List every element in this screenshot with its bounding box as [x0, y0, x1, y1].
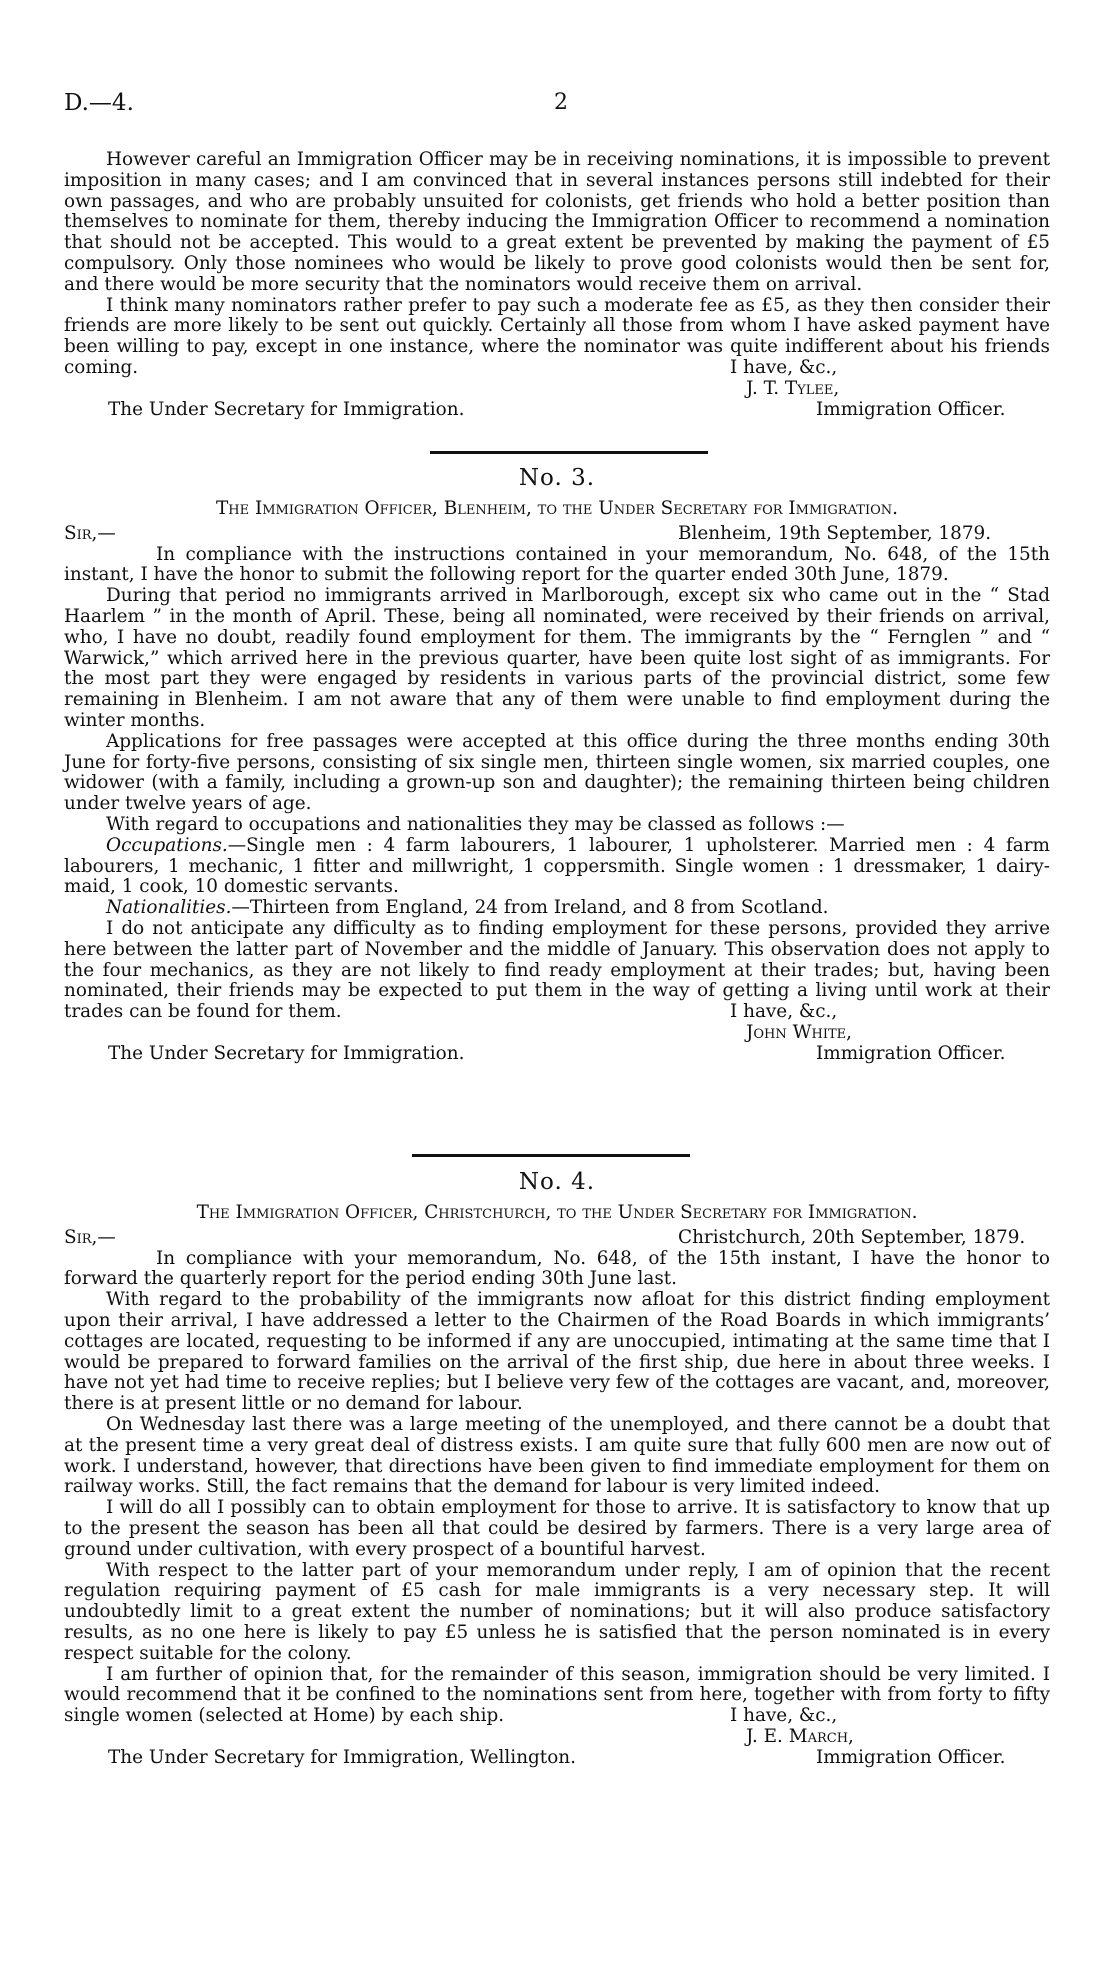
closing-formula: I have, &c.,: [730, 1001, 838, 1023]
letter-continuation: [64, 150, 1050, 422]
letter-no4: [64, 1166, 1050, 1770]
page-header: [64, 90, 1050, 122]
occupations-paragraph: [64, 836, 1050, 898]
paragraph: On Wednesday last there was a large meeting of the unemployed, and there cannot be a doubt that at the present time a very great deal of distress exists. I am quite sure that fully 600 men are now out of work. I understand, however, that directions have been given to find immediate employment for them on railway works. Still, the fact remains that the demand for labour is very limited indeed.: [64, 1413, 1050, 1498]
addressee: The Under Secretary for Immigration.: [108, 398, 465, 420]
paragraph: [64, 919, 1050, 1023]
signer-name: J. E. March,: [746, 1725, 854, 1747]
section-divider: [430, 451, 708, 454]
page-number: 2: [554, 90, 568, 115]
section-subtitle: The Immigration Officer, Christchurch, to the Under Secretary for Immigration.: [196, 1201, 918, 1223]
section-title: No. 3.: [518, 465, 596, 491]
salutation-row: [64, 524, 1050, 545]
salutation-row: [64, 1228, 1050, 1249]
salutation: Sir,—: [64, 522, 116, 544]
signer-role: Immigration Officer.: [816, 1746, 1006, 1768]
paragraph: In compliance with the instructions contained in your memorandum, No. 648, of the 15th instant, I have the honor to submit the following report for the quarter ended 30th June, 1879.: [64, 543, 1050, 586]
closing-formula: I have, &c.,: [730, 356, 838, 378]
paragraph: In compliance with your memorandum, No. 648, of the 15th instant, I have the honor to forward the quarterly report for the period ending 30th June last.: [64, 1247, 1050, 1290]
signer-role: Immigration Officer.: [816, 398, 1006, 420]
document-code: D.—4.: [64, 90, 134, 116]
paragraph: [64, 1665, 1050, 1727]
paragraph: With regard to the probability of the immigrants now afloat for this district finding employment upon their arrival, I have addressed a letter to the Chairmen of the Road Boards in which immigrants’ cottages are located, requesting to be informed if any are unoccupied, intimating at the same time that I would be prepared to forward families on the arrival of the first ship, due here in about three weeks. I have not yet had time to receive replies; but I believe very few of the cottages are vacant, and, moreover, there is at present little or no demand for labour.: [64, 1289, 1050, 1415]
section-subtitle: The Immigration Officer, Blenheim, to the Under Secretary for Immigration.: [216, 497, 898, 519]
nationalities-label: Nationalities.: [106, 897, 232, 919]
paragraph: [64, 296, 1050, 379]
paragraph: However careful an Immigration Officer may be in receiving nominations, it is impossible to prevent imposition in many cases; and I am convinced that in several instances persons still indebted for their own passages, and who are probably unsuited for colonists, get friends who hold a better position than themselves to nominate for them, thereby inducing the Immigration Officer to recommend a nomination that should not be accepted. This would to a great extent be prevented by making the payment of £5 compulsory. Only those nominees who would be likely to prove good colonists would then be sent for, and there would be more security that the nominators would receive them on arrival.: [64, 149, 1050, 295]
paragraph-text: I think many nominators rather prefer to pay such a moderate fee as £5, as they then consider their friends are more likely to be sent out quickly. Certainly all those from whom I have asked payment have been willing to pay, except in one instance, where the nominator was quite indifferent about his friends coming.: [64, 294, 1050, 378]
nationalities-paragraph: [64, 898, 1050, 919]
dateline: Christchurch, 20th September, 1879.: [678, 1226, 1026, 1248]
occupations-label: Occupations.: [106, 834, 228, 856]
paragraph-text: I am further of opinion that, for the remainder of this season, immigration should be very limited. I would recommend that it be confined to the nominations sent from here, together with from forty to fifty single women (selected at Home) by each ship.: [64, 1663, 1050, 1727]
paragraph: During that period no immigrants arrived in Marlborough, except six who came out in the “ Stad Haarlem ” in the month of April. These, being all nominated, were received by their friends on arrival, who, I have no doubt, readily found employment for them. The immigrants by the “ Fernglen ” and “ Warwick,” which arrived here in the previous quarter, have been quite lost sight of as immigrants. For the most part they were engaged by residents in various parts of the provincial district, some few remaining in Blenheim. I am not aware that any of them were unable to find employment during the winter months.: [64, 585, 1050, 731]
signer-name: John White,: [746, 1021, 852, 1043]
closing-formula: I have, &c.,: [730, 1705, 838, 1727]
paragraph: I will do all I possibly can to obtain employment for those to arrive. It is satisfactory to know that up to the present the season has been all that could be desired by farmers. There is a very large area of ground under cultivation, with every prospect of a bountiful harvest.: [64, 1497, 1050, 1560]
section-divider: [412, 1154, 690, 1157]
closing-line: [64, 1044, 1050, 1066]
section-title: No. 4.: [518, 1169, 596, 1195]
salutation: Sir,—: [64, 1226, 116, 1248]
addressee: The Under Secretary for Immigration, Wellington.: [108, 1746, 576, 1768]
signer-name: J. T. Tylee,: [746, 377, 840, 399]
nationalities-text: —Thirteen from England, 24 from Ireland, and 8 from Scotland.: [231, 897, 829, 919]
letter-no3: [64, 462, 1050, 1066]
occupations-text: —Single men : 4 farm labourers, 1 labourer, 1 upholsterer. Married men : 4 farm labourers, 1 mechanic, 1 fitter and millwright, 1 coppersmith. Single women : 1 dressmaker, 1 dairy-maid, 1 cook, 10 domestic servants.: [64, 834, 1050, 898]
closing-line: [64, 400, 1050, 422]
signer-role: Immigration Officer.: [816, 1042, 1006, 1064]
dateline: Blenheim, 19th September, 1879.: [678, 522, 992, 544]
paragraph: Applications for free passages were accepted at this office during the three months ending 30th June for forty-five persons, consisting of six single men, thirteen single women, six married couples, one widower (with a family, including a grown-up son and daughter); the remaining thirteen being children under twelve years of age.: [64, 730, 1050, 815]
closing-line: [64, 1748, 1050, 1770]
addressee: The Under Secretary for Immigration.: [108, 1042, 465, 1064]
paragraph-text: I do not anticipate any difficulty as to finding employment for these persons, provided they arrive here between the latter part of November and the middle of January. This observation does not apply to the four mechanics, as they are not likely to find ready employment at their trades; but, having been nominated, their friends may be expected to put them in the way of getting a living until work at their trades can be found for them.: [64, 917, 1050, 1023]
paragraph: With respect to the latter part of your memorandum under reply, I am of opinion that the recent regulation requiring payment of £5 cash for male immigrants is a very necessary step. It will undoubtedly limit to a great extent the number of nominations; but it will also produce satisfactory results, as no one here is likely to pay £5 unless he is satisfied that the person nominated is in every respect suitable for the colony.: [64, 1559, 1050, 1664]
paragraph: With regard to occupations and nationalities they may be classed as follows :—: [106, 813, 845, 835]
